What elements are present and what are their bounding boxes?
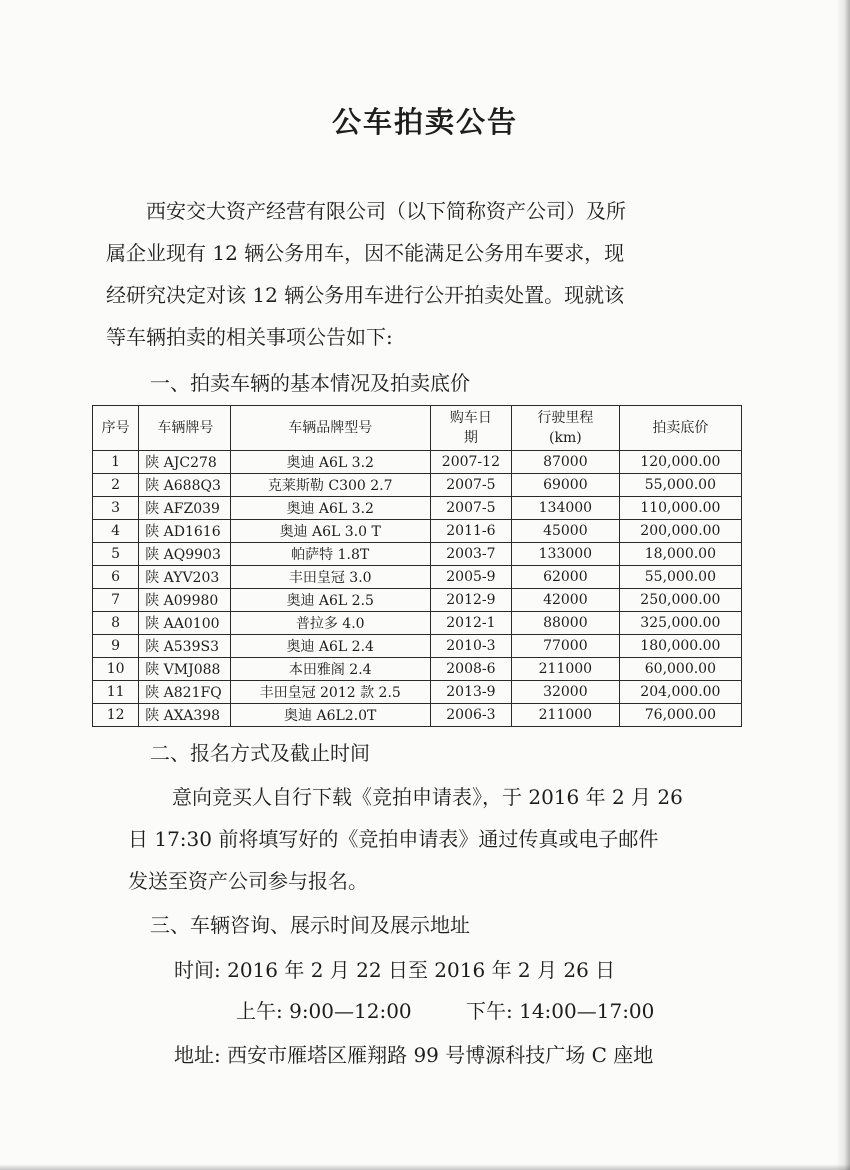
cell-plate: 陕 A821FQ — [139, 681, 230, 704]
cell-model: 丰田皇冠 2012 款 2.5 — [230, 681, 430, 704]
col-header-km — [511, 406, 619, 451]
cell-plate: 陕 AJC278 — [139, 451, 230, 474]
cell-price: 55,000.00 — [619, 566, 741, 589]
cell-no: 2 — [93, 474, 139, 497]
intro-line: 经研究决定对该 12 辆公务用车进行公开拍卖处置。现就该 — [106, 283, 625, 307]
cell-plate: 陕 AXA398 — [139, 704, 230, 727]
display-hours — [236, 996, 654, 1026]
section2-line: 意向竞买人自行下载《竞拍申请表》，于 2016 年 2 月 26 — [172, 785, 683, 809]
display-address: 地址: 西安市雁塔区雁翔路 99 号博源科技广场 C 座地 — [174, 1043, 654, 1067]
hours-morning: 上午: 9:00—12:00 — [236, 999, 412, 1023]
cell-model: 本田雅阁 2.4 — [230, 658, 430, 681]
cell-plate: 陕 AQ9903 — [139, 543, 230, 566]
cell-km: 134000 — [511, 497, 619, 520]
cell-plate: 陕 A539S3 — [139, 635, 230, 658]
cell-model: 奥迪 A6L 3.0 T — [230, 520, 430, 543]
table-row — [93, 635, 742, 658]
col-header-date-line2: 期 — [463, 430, 478, 446]
cell-price: 55,000.00 — [619, 474, 741, 497]
cell-no: 4 — [93, 520, 139, 543]
cell-date: 2007-5 — [430, 497, 511, 520]
table-row — [93, 658, 742, 681]
cell-model: 奥迪 A6L 3.2 — [230, 497, 430, 520]
cell-date: 2012-1 — [430, 612, 511, 635]
scan-bottom-shadow — [0, 1164, 850, 1170]
cell-km: 62000 — [511, 566, 619, 589]
section2-heading: 二、报名方式及截止时间 — [150, 741, 370, 765]
cell-plate: 陕 A688Q3 — [139, 474, 230, 497]
table-row — [93, 497, 742, 520]
cell-plate: 陕 AYV203 — [139, 566, 230, 589]
cell-date: 2011-6 — [430, 520, 511, 543]
cell-model: 丰田皇冠 3.0 — [230, 566, 430, 589]
cell-price: 180,000.00 — [619, 635, 741, 658]
cell-price: 120,000.00 — [619, 451, 741, 474]
table-row — [93, 612, 742, 635]
intro-paragraph — [106, 190, 726, 358]
cell-km: 45000 — [511, 520, 619, 543]
col-header-no: 序号 — [93, 406, 139, 451]
cell-plate: 陕 AD1616 — [139, 520, 230, 543]
section2-line: 发送至资产公司参与报名。 — [128, 869, 368, 893]
table-row — [93, 520, 742, 543]
table-row — [93, 543, 742, 566]
cell-plate: 陕 AFZ039 — [139, 497, 230, 520]
cell-model: 奥迪 A6L2.0T — [230, 704, 430, 727]
cell-price: 200,000.00 — [619, 520, 741, 543]
table-header-row — [93, 406, 742, 451]
cell-plate: 陕 VMJ088 — [139, 658, 230, 681]
cell-no: 7 — [93, 589, 139, 612]
page-title: 公车拍卖公告 — [331, 105, 518, 139]
cell-date: 2006-3 — [430, 704, 511, 727]
cell-no: 9 — [93, 635, 139, 658]
col-header-model: 车辆品牌型号 — [230, 406, 430, 451]
cell-no: 10 — [93, 658, 139, 681]
cell-date: 2013-9 — [430, 681, 511, 704]
cell-no: 1 — [93, 451, 139, 474]
cell-km: 88000 — [511, 612, 619, 635]
hours-afternoon: 下午: 14:00—17:00 — [466, 999, 655, 1023]
cell-plate: 陕 A09980 — [139, 589, 230, 612]
cell-no: 3 — [93, 497, 139, 520]
cell-km: 69000 — [511, 474, 619, 497]
cell-date: 2010-3 — [430, 635, 511, 658]
cell-km: 32000 — [511, 681, 619, 704]
cell-model: 帕萨特 1.8T — [230, 543, 430, 566]
vehicle-table — [92, 405, 742, 727]
table-row — [93, 566, 742, 589]
cell-km: 42000 — [511, 589, 619, 612]
intro-line: 等车辆拍卖的相关事项公告如下: — [106, 325, 393, 349]
cell-date: 2007-12 — [430, 451, 511, 474]
cell-no: 6 — [93, 566, 139, 589]
cell-no: 11 — [93, 681, 139, 704]
col-header-date-line1: 购车日 — [449, 410, 492, 426]
table-row — [93, 681, 742, 704]
intro-line: 西安交大资产经营有限公司（以下简称资产公司）及所 — [146, 199, 626, 223]
cell-model: 奥迪 A6L 2.5 — [230, 589, 430, 612]
cell-date: 2012-9 — [430, 589, 511, 612]
cell-model: 奥迪 A6L 2.4 — [230, 635, 430, 658]
cell-price: 18,000.00 — [619, 543, 741, 566]
display-time: 时间: 2016 年 2 月 22 日至 2016 年 2 月 26 日 — [174, 958, 616, 982]
scan-edge-shadow — [836, 0, 850, 1170]
cell-km: 211000 — [511, 658, 619, 681]
cell-plate: 陕 AA0100 — [139, 612, 230, 635]
col-header-price: 拍卖底价 — [619, 406, 741, 451]
cell-date: 2008-6 — [430, 658, 511, 681]
cell-km: 87000 — [511, 451, 619, 474]
table-row — [93, 474, 742, 497]
section2-paragraph — [106, 776, 726, 902]
col-header-km-line1: 行驶里程 — [537, 410, 594, 426]
table-row — [93, 704, 742, 727]
cell-no: 5 — [93, 543, 139, 566]
cell-km: 77000 — [511, 635, 619, 658]
cell-date: 2005-9 — [430, 566, 511, 589]
section3-heading: 三、车辆咨询、展示时间及展示地址 — [150, 913, 470, 937]
col-header-km-line2: (km) — [549, 430, 582, 446]
cell-model: 普拉多 4.0 — [230, 612, 430, 635]
section1-heading: 一、拍卖车辆的基本情况及拍卖底价 — [150, 371, 470, 395]
cell-price: 60,000.00 — [619, 658, 741, 681]
cell-price: 204,000.00 — [619, 681, 741, 704]
cell-no: 12 — [93, 704, 139, 727]
cell-model: 奥迪 A6L 3.2 — [230, 451, 430, 474]
cell-date: 2003-7 — [430, 543, 511, 566]
cell-km: 211000 — [511, 704, 619, 727]
col-header-plate: 车辆牌号 — [139, 406, 230, 451]
cell-price: 325,000.00 — [619, 612, 741, 635]
intro-line: 属企业现有 12 辆公务用车，因不能满足公务用车要求，现 — [106, 241, 625, 265]
cell-price: 110,000.00 — [619, 497, 741, 520]
section2-line: 日 17:30 前将填写好的《竞拍申请表》通过传真或电子邮件 — [128, 827, 659, 851]
cell-km: 133000 — [511, 543, 619, 566]
cell-model: 克莱斯勒 C300 2.7 — [230, 474, 430, 497]
cell-no: 8 — [93, 612, 139, 635]
cell-price: 76,000.00 — [619, 704, 741, 727]
col-header-date — [430, 406, 511, 451]
cell-price: 250,000.00 — [619, 589, 741, 612]
table-row — [93, 451, 742, 474]
cell-date: 2007-5 — [430, 474, 511, 497]
table-row — [93, 589, 742, 612]
